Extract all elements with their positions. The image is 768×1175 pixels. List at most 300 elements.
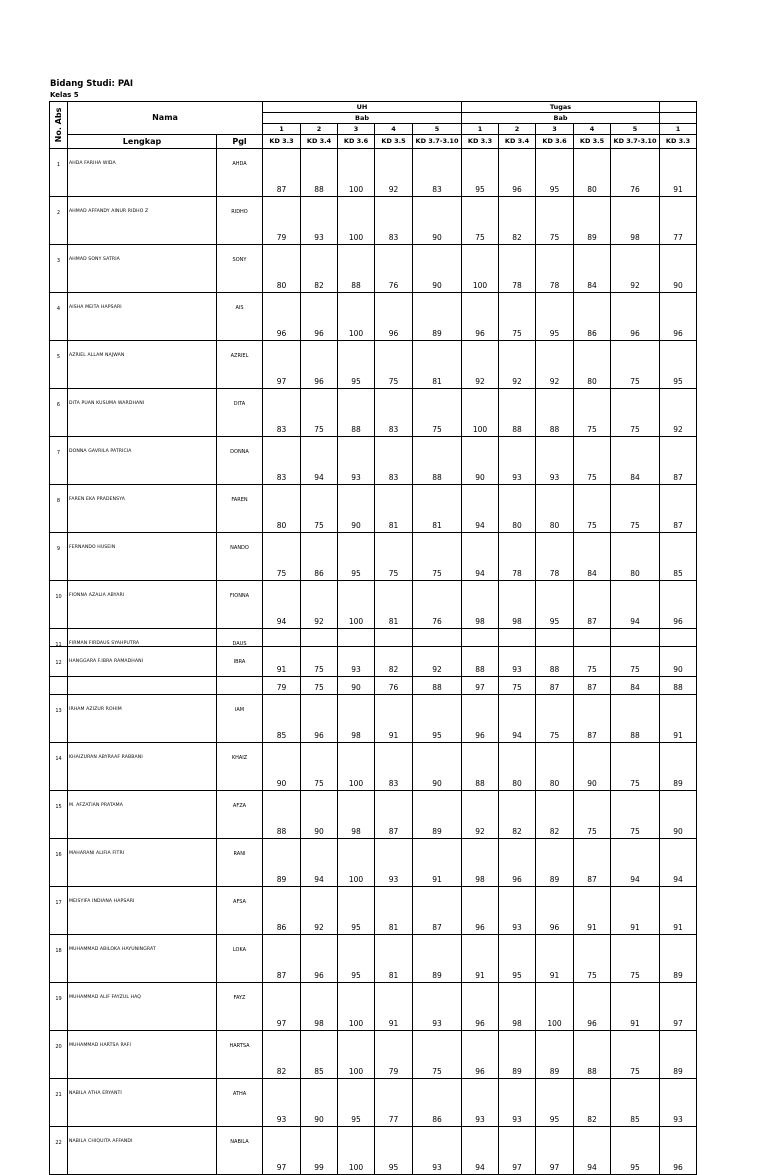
- uh-score: 80: [263, 485, 301, 533]
- tugas-score: 95: [536, 293, 574, 341]
- uh-score: 98: [338, 695, 375, 743]
- uh-score: 80: [263, 245, 301, 293]
- student-number: 9: [50, 533, 68, 581]
- tugas-score: 96: [499, 149, 536, 197]
- tugas-score: 92: [611, 245, 660, 293]
- uh-score: 93: [263, 1079, 301, 1127]
- tugas-score: 84: [574, 533, 611, 581]
- tugas-score: 88: [462, 743, 499, 791]
- extra-score: 88: [660, 647, 697, 695]
- student-nickname: DONNA: [217, 437, 263, 485]
- uh-num-header: 4: [375, 124, 413, 135]
- tugas-score: 75: [574, 485, 611, 533]
- uh-score: 79: [375, 1031, 413, 1079]
- tugas-score: 87: [574, 839, 611, 887]
- tugas-score: 94: [462, 1127, 499, 1175]
- uh-score: 75: [375, 341, 413, 389]
- extra-score: 91: [660, 149, 697, 197]
- tugas-score: 90: [462, 437, 499, 485]
- uh-score: 96: [375, 293, 413, 341]
- tugas-score: 93: [536, 437, 574, 485]
- extra-score: 92: [660, 389, 697, 437]
- tugas-score: 100: [536, 983, 574, 1031]
- student-full-name: MUHAMMAD ABILOKA HAYUNINGRAT: [68, 935, 217, 983]
- extra-score: 91: [660, 887, 697, 935]
- student-number: 8: [50, 485, 68, 533]
- tugas-score: 78: [499, 245, 536, 293]
- uh-score: 95: [338, 1079, 375, 1127]
- tugas-score: 94: [462, 485, 499, 533]
- tugas-score: 88: [574, 1031, 611, 1079]
- student-nickname: FAREN: [217, 485, 263, 533]
- student-row: [50, 695, 697, 743]
- tugas-score: 75: [462, 197, 499, 245]
- tugas-score: 87: [574, 581, 611, 629]
- uh-score: 100: [338, 743, 375, 791]
- tugas-score: 98: [499, 983, 536, 1031]
- student-nickname: FIONNA: [217, 581, 263, 629]
- tugas-score: 93: [499, 629, 536, 677]
- uh-score: 92: [413, 629, 462, 677]
- tugas-score: 78: [536, 533, 574, 581]
- uh-score: 75: [301, 629, 338, 677]
- uh-score: 93: [375, 839, 413, 887]
- tugas-score: 96: [462, 983, 499, 1031]
- student-number: 12: [50, 647, 68, 695]
- uh-score: 75: [301, 743, 338, 791]
- student-full-name: MUHAMMAD HARTSA RAFI: [68, 1031, 217, 1079]
- uh-score: 97: [263, 983, 301, 1031]
- tugas-score: 75: [499, 293, 536, 341]
- uh-score: 82: [375, 629, 413, 677]
- uh-score: 87: [263, 935, 301, 983]
- uh-score: 88: [301, 149, 338, 197]
- uh-score: 75: [413, 389, 462, 437]
- uh-score: 75: [375, 533, 413, 581]
- tugas-score: 94: [499, 695, 536, 743]
- tugas-score: 97: [499, 1127, 536, 1175]
- student-number: 10: [50, 581, 68, 629]
- tugas-score: 97: [536, 1127, 574, 1175]
- tugas-score: 75: [536, 197, 574, 245]
- nama-header: Nama: [68, 102, 263, 135]
- uh-score: 79: [263, 647, 301, 695]
- grades-table-page-1: [49, 101, 697, 677]
- tugas-num-header: 3: [536, 124, 574, 135]
- uh-score: 86: [301, 533, 338, 581]
- uh-score: 90: [338, 647, 375, 695]
- uh-score: 81: [375, 935, 413, 983]
- student-row: [50, 533, 697, 581]
- uh-score: 90: [301, 1079, 338, 1127]
- tugas-score: 80: [536, 743, 574, 791]
- tugas-score: 87: [574, 647, 611, 695]
- student-nickname: AIS: [217, 293, 263, 341]
- uh-score: 76: [375, 245, 413, 293]
- tugas-score: 96: [611, 293, 660, 341]
- uh-score: 95: [338, 935, 375, 983]
- tugas-score: 82: [499, 197, 536, 245]
- uh-score: 95: [338, 341, 375, 389]
- tugas-score: 75: [574, 629, 611, 677]
- student-number: 21: [50, 1079, 68, 1127]
- tugas-score: 87: [574, 695, 611, 743]
- uh-score: 90: [413, 245, 462, 293]
- extra-score: 77: [660, 197, 697, 245]
- tugas-score: 91: [536, 935, 574, 983]
- student-nickname: NANDO: [217, 533, 263, 581]
- uh-score: 93: [413, 1127, 462, 1175]
- uh-score: 83: [263, 437, 301, 485]
- extra-score: 89: [660, 1031, 697, 1079]
- tugas-score: 91: [611, 983, 660, 1031]
- uh-score: 88: [413, 647, 462, 695]
- uh-score: 93: [338, 629, 375, 677]
- student-number: 7: [50, 437, 68, 485]
- student-nickname: RANI: [217, 839, 263, 887]
- uh-score: 75: [301, 647, 338, 695]
- uh-score: 96: [301, 695, 338, 743]
- tugas-score: 88: [462, 629, 499, 677]
- student-nickname: AFZA: [217, 791, 263, 839]
- tugas-score: 86: [574, 293, 611, 341]
- student-full-name: NABILA CHIQUITA AFFANDI: [68, 1127, 217, 1175]
- uh-score: 90: [413, 197, 462, 245]
- uh-score: 90: [301, 791, 338, 839]
- tugas-score: 75: [611, 485, 660, 533]
- tugas-score: 82: [499, 791, 536, 839]
- tugas-score: 94: [574, 1127, 611, 1175]
- uh-score: 100: [338, 581, 375, 629]
- student-number: 18: [50, 935, 68, 983]
- tugas-score: 96: [499, 839, 536, 887]
- student-full-name: AHMAD AFFANDY AINUR RIDHO Z: [68, 197, 217, 245]
- uh-score: 89: [263, 839, 301, 887]
- uh-score: 91: [375, 695, 413, 743]
- extra-score: 85: [660, 533, 697, 581]
- tugas-num-header: 4: [574, 124, 611, 135]
- uh-score: 92: [301, 887, 338, 935]
- student-nickname: AFSA: [217, 887, 263, 935]
- tugas-score: 88: [611, 695, 660, 743]
- tugas-score: 80: [574, 149, 611, 197]
- uh-score: 92: [301, 581, 338, 629]
- tugas-score: 75: [574, 389, 611, 437]
- tugas-score: 75: [611, 791, 660, 839]
- tugas-score: 88: [536, 629, 574, 677]
- extra-score: 90: [660, 629, 697, 677]
- uh-score: 95: [338, 887, 375, 935]
- uh-score: 100: [338, 197, 375, 245]
- tugas-score: 98: [499, 581, 536, 629]
- tugas-score: 100: [462, 389, 499, 437]
- tugas-num-header: 1: [462, 124, 499, 135]
- tugas-score: 93: [499, 887, 536, 935]
- tugas-kd-header: KD 3.7-3.10: [611, 135, 660, 149]
- tugas-score: 98: [611, 197, 660, 245]
- student-number: 17: [50, 887, 68, 935]
- tugas-score: 76: [611, 149, 660, 197]
- tugas-score: 94: [462, 533, 499, 581]
- uh-score: 90: [263, 743, 301, 791]
- uh-score: 100: [338, 1127, 375, 1175]
- uh-score: 96: [301, 341, 338, 389]
- student-nickname: LOKA: [217, 935, 263, 983]
- tugas-header: Tugas: [462, 102, 660, 113]
- tugas-score: 92: [499, 341, 536, 389]
- uh-score: 95: [338, 533, 375, 581]
- uh-num-header: 3: [338, 124, 375, 135]
- student-number: 2: [50, 197, 68, 245]
- extra-score: 89: [660, 935, 697, 983]
- student-nickname: AHDA: [217, 149, 263, 197]
- student-nickname: DITA: [217, 389, 263, 437]
- uh-score: 89: [413, 935, 462, 983]
- extra-num-header: 1: [660, 124, 697, 135]
- uh-score: 97: [263, 1127, 301, 1175]
- uh-score: 97: [263, 341, 301, 389]
- student-nickname: IAM: [217, 695, 263, 743]
- tugas-score: 98: [462, 581, 499, 629]
- tugas-score: 96: [462, 293, 499, 341]
- uh-score: 81: [413, 341, 462, 389]
- uh-kd-header: KD 3.4: [301, 135, 338, 149]
- student-full-name: DONNA GAVRILA PATRICIA: [68, 437, 217, 485]
- uh-score: 83: [375, 437, 413, 485]
- uh-score: 98: [301, 983, 338, 1031]
- uh-score: 75: [301, 389, 338, 437]
- uh-score: 91: [263, 629, 301, 677]
- tugas-score: 96: [462, 887, 499, 935]
- tugas-score: 75: [611, 341, 660, 389]
- tugas-score: 78: [499, 533, 536, 581]
- student-number: 19: [50, 983, 68, 1031]
- tugas-score: 87: [536, 647, 574, 695]
- student-full-name: FIRMAN FIRDAUS SYAHPUTRA: [68, 629, 217, 677]
- student-nickname: DAUS: [217, 629, 263, 677]
- uh-score: 99: [301, 1127, 338, 1175]
- student-nickname: AZRIEL: [217, 341, 263, 389]
- student-number: 22: [50, 1127, 68, 1175]
- tugas-score: 80: [499, 743, 536, 791]
- tugas-score: 96: [574, 983, 611, 1031]
- uh-score: 82: [301, 245, 338, 293]
- student-row: [50, 647, 697, 695]
- tugas-score: 95: [536, 581, 574, 629]
- tugas-bab-header: Bab: [462, 113, 660, 124]
- tugas-score: 75: [574, 935, 611, 983]
- student-full-name: MEISYIFA INDIANA HAPSARI: [68, 887, 217, 935]
- uh-score: 87: [263, 149, 301, 197]
- grades-table-page-2: [49, 646, 697, 1175]
- student-full-name: KHAIZURAN ABYRAAF RABBANI: [68, 743, 217, 791]
- student-number: 5: [50, 341, 68, 389]
- tugas-score: 82: [536, 791, 574, 839]
- student-nickname: SONY: [217, 245, 263, 293]
- tugas-score: 93: [499, 1079, 536, 1127]
- uh-num-header: 2: [301, 124, 338, 135]
- extra-score: 91: [660, 695, 697, 743]
- uh-score: 89: [413, 293, 462, 341]
- student-nickname: KHAIZ: [217, 743, 263, 791]
- student-row: [50, 791, 697, 839]
- uh-score: 89: [413, 791, 462, 839]
- student-row: [50, 293, 697, 341]
- uh-score: 76: [375, 647, 413, 695]
- extra-score: 96: [660, 1127, 697, 1175]
- tugas-score: 92: [462, 341, 499, 389]
- uh-score: 82: [263, 1031, 301, 1079]
- lengkap-header: Lengkap: [68, 135, 217, 149]
- tugas-score: 82: [574, 1079, 611, 1127]
- tugas-score: 75: [611, 389, 660, 437]
- tugas-score: 94: [611, 839, 660, 887]
- uh-score: 81: [375, 581, 413, 629]
- student-row: [50, 149, 697, 197]
- tugas-score: 96: [536, 887, 574, 935]
- uh-score: 88: [263, 791, 301, 839]
- student-number: 16: [50, 839, 68, 887]
- uh-score: 88: [413, 437, 462, 485]
- uh-header: UH: [263, 102, 462, 113]
- uh-score: 75: [413, 1031, 462, 1079]
- tugas-score: 93: [462, 1079, 499, 1127]
- uh-score: 93: [338, 437, 375, 485]
- uh-kd-header: KD 3.3: [263, 135, 301, 149]
- pgl-header: Pgl: [217, 135, 263, 149]
- tugas-score: 75: [611, 1031, 660, 1079]
- uh-score: 83: [413, 149, 462, 197]
- uh-score: 100: [338, 839, 375, 887]
- tugas-score: 89: [536, 839, 574, 887]
- tugas-score: 75: [611, 935, 660, 983]
- uh-score: 91: [413, 839, 462, 887]
- tugas-num-header: 5: [611, 124, 660, 135]
- tugas-score: 78: [536, 245, 574, 293]
- student-row: [50, 839, 697, 887]
- tugas-score: 80: [611, 533, 660, 581]
- extra-score: 89: [660, 743, 697, 791]
- student-number: 15: [50, 791, 68, 839]
- student-nickname: NABILA: [217, 1127, 263, 1175]
- student-nickname: IBRA: [217, 647, 263, 695]
- tugas-score: 85: [611, 1079, 660, 1127]
- uh-score: 95: [413, 695, 462, 743]
- uh-score: 81: [375, 887, 413, 935]
- tugas-kd-header: KD 3.3: [462, 135, 499, 149]
- uh-score: 88: [338, 389, 375, 437]
- tugas-score: 91: [574, 887, 611, 935]
- tugas-score: 75: [536, 695, 574, 743]
- tugas-score: 97: [462, 647, 499, 695]
- no-abs-header: No. Abs: [50, 102, 68, 149]
- student-nickname: ATHA: [217, 1079, 263, 1127]
- tugas-score: 80: [499, 485, 536, 533]
- uh-bab-header: Bab: [263, 113, 462, 124]
- tugas-score: 75: [499, 647, 536, 695]
- tugas-kd-header: KD 3.6: [536, 135, 574, 149]
- student-full-name: IRHAM AZIZUR ROHIM: [68, 695, 217, 743]
- uh-score: 87: [375, 791, 413, 839]
- uh-score: 96: [301, 293, 338, 341]
- uh-score: 94: [263, 581, 301, 629]
- uh-score: 77: [375, 1079, 413, 1127]
- student-full-name: AZRIEL ALLAM NAJWAN: [68, 341, 217, 389]
- student-row: [50, 887, 697, 935]
- tugas-score: 95: [536, 149, 574, 197]
- student-number: 3: [50, 245, 68, 293]
- tugas-score: 92: [536, 341, 574, 389]
- tugas-score: 88: [536, 389, 574, 437]
- uh-score: 90: [413, 743, 462, 791]
- uh-score: 79: [263, 197, 301, 245]
- uh-kd-header: KD 3.6: [338, 135, 375, 149]
- tugas-score: 75: [611, 629, 660, 677]
- tugas-score: 84: [574, 245, 611, 293]
- tugas-score: 98: [462, 839, 499, 887]
- tugas-num-header: 2: [499, 124, 536, 135]
- tugas-score: 90: [574, 743, 611, 791]
- student-full-name: AISHA MEITA HAPSARI: [68, 293, 217, 341]
- tugas-score: 84: [611, 437, 660, 485]
- tugas-score: 95: [536, 1079, 574, 1127]
- tugas-score: 93: [499, 437, 536, 485]
- uh-score: 75: [301, 485, 338, 533]
- tugas-score: 80: [574, 341, 611, 389]
- student-row: [50, 935, 697, 983]
- extra-score: 96: [660, 293, 697, 341]
- tugas-score: 75: [611, 743, 660, 791]
- uh-score: 81: [375, 485, 413, 533]
- student-row: [50, 341, 697, 389]
- uh-score: 90: [338, 485, 375, 533]
- student-number: 14: [50, 743, 68, 791]
- extra-score: 96: [660, 581, 697, 629]
- uh-score: 85: [301, 1031, 338, 1079]
- uh-score: 100: [338, 983, 375, 1031]
- uh-score: 94: [301, 437, 338, 485]
- subject-title: Bidang Studi: PAI: [50, 79, 134, 89]
- student-number: 1: [50, 149, 68, 197]
- tugas-score: 91: [611, 887, 660, 935]
- uh-score: 91: [375, 983, 413, 1031]
- tugas-score: 96: [462, 1031, 499, 1079]
- tugas-score: 91: [462, 935, 499, 983]
- student-full-name: NABILA ATHA ERYANTI: [68, 1079, 217, 1127]
- uh-score: 86: [413, 1079, 462, 1127]
- student-row: [50, 389, 697, 437]
- uh-score: 85: [263, 695, 301, 743]
- extra-score: 90: [660, 245, 697, 293]
- uh-score: 95: [375, 1127, 413, 1175]
- student-row: [50, 743, 697, 791]
- uh-score: 83: [263, 389, 301, 437]
- uh-score: 83: [375, 389, 413, 437]
- tugas-score: 95: [611, 1127, 660, 1175]
- tugas-score: 75: [574, 791, 611, 839]
- uh-score: 94: [301, 839, 338, 887]
- tugas-score: 100: [462, 245, 499, 293]
- uh-kd-header: KD 3.5: [375, 135, 413, 149]
- tugas-score: 75: [574, 437, 611, 485]
- uh-score: 81: [413, 485, 462, 533]
- tugas-score: 88: [499, 389, 536, 437]
- student-row: [50, 437, 697, 485]
- student-nickname: FAYZ: [217, 983, 263, 1031]
- extra-kd-header: KD 3.3: [660, 135, 697, 149]
- uh-score: 76: [413, 581, 462, 629]
- extra-score: 95: [660, 341, 697, 389]
